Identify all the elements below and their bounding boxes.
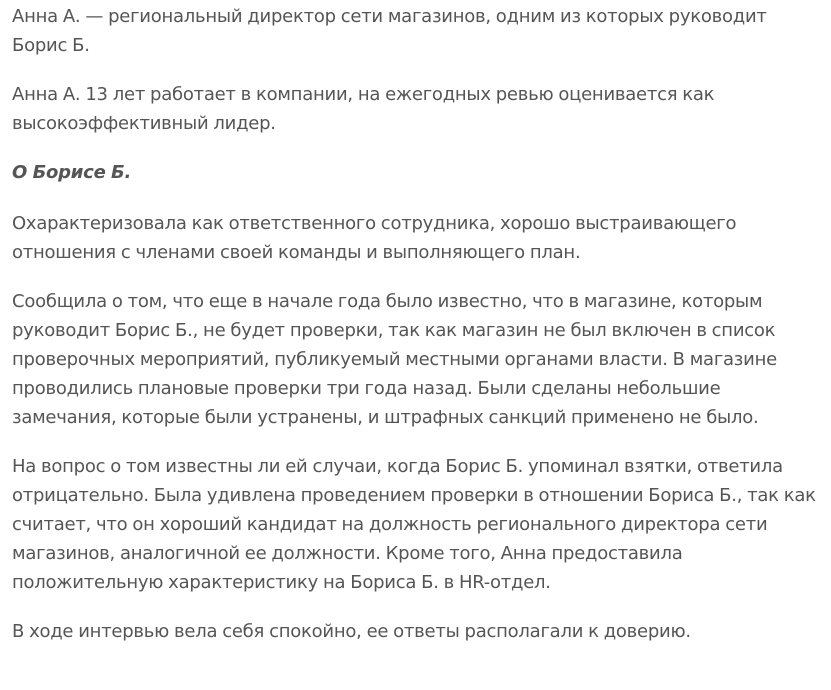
paragraph-characterization: Охарактеризовала как ответственного сотрудника, хорошо выстраивающего отношения с членами своей команды и выполняющего план. — [12, 213, 737, 263]
section-heading: О Борисе Б. — [12, 162, 132, 183]
paragraph-inspection: Сообщила о том, что еще в начале года было известно, что в магазине, которым руководит Борис Б., не будет проверки, так как магазин не был включен в список проверочных мероприятий, публикуемый местными органами власти. В магазине проводились плановые проверки три года назад. Были сделаны небольшие замечания, которые были устранены, и штрафных санкций применено не было. — [12, 291, 777, 428]
paragraph-tenure: Анна А. 13 лет работает в компании, на ежегодных ревью оценивается как высокоэффективный лидер. — [12, 84, 715, 134]
paragraph-interview-behavior: В ходе интервью вела себя спокойно, ее ответы располагали к доверию. — [12, 621, 691, 642]
paragraph-bribes-question: На вопрос о том известны ли ей случаи, когда Борис Б. упоминал взятки, ответила отрицательно. Была удивлена проведением проверки в отношении Бориса Б., так как считает, что он хороший кандидат на должность регионального директора сети магазинов, аналогичной ее должности. Кроме того, Анна предоставила положительную характеристику на Бориса Б. в HR-отдел. — [12, 456, 816, 593]
paragraph-role: Анна А. — региональный директор сети магазинов, одним из которых руководит Борис Б. — [12, 6, 767, 56]
